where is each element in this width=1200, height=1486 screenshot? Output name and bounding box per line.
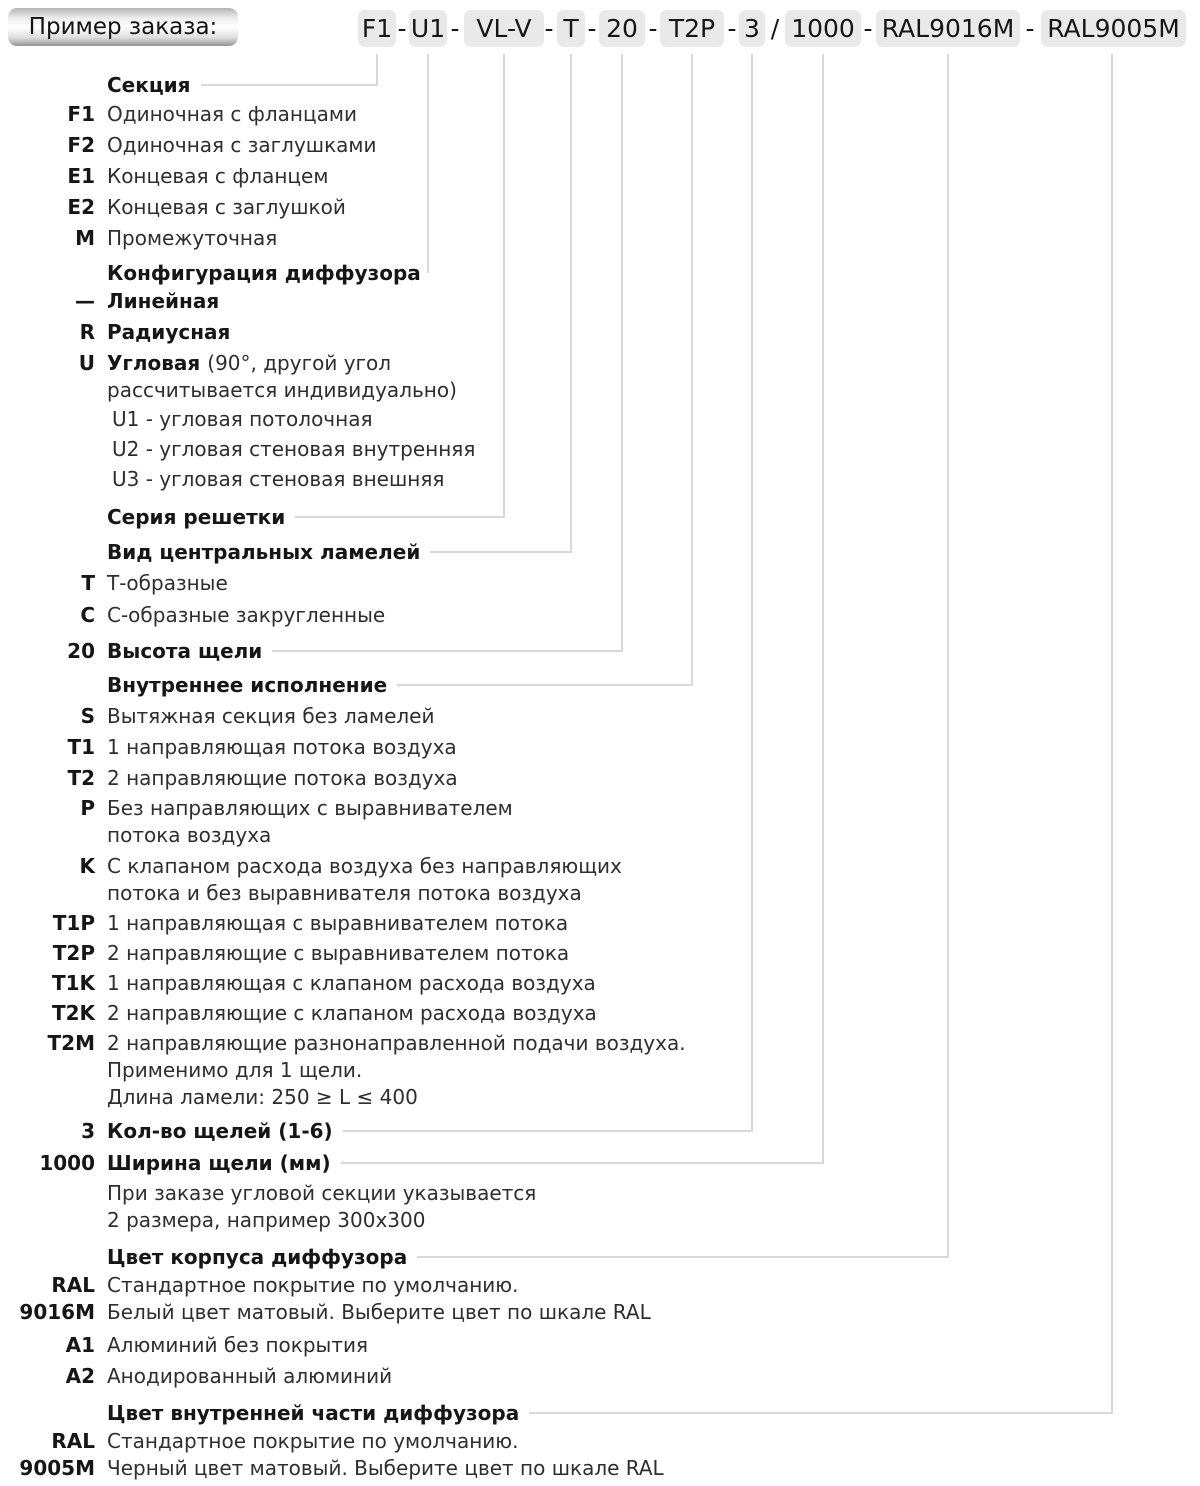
code-separator: - xyxy=(1025,14,1035,43)
item-code: M xyxy=(75,226,95,250)
item-code: A2 xyxy=(65,1364,95,1388)
code-segment-section: F1 xyxy=(358,10,396,47)
item-code-line1: RAL xyxy=(51,1273,95,1297)
item-code: A1 xyxy=(65,1333,95,1357)
connector-vline-inner-color xyxy=(1111,54,1113,1413)
legend-item-t2k xyxy=(0,1000,597,1027)
item-text: 2 направляющие с выравнивателем потока xyxy=(107,941,570,965)
section-title: Высота щели xyxy=(107,638,263,663)
item-code: F2 xyxy=(67,133,95,157)
item-text-line2: Белый цвет матовый. Выберите цвет по шкале RAL xyxy=(107,1300,651,1324)
item-text-line1: Стандартное покрытие по умолчанию. xyxy=(107,1273,519,1297)
section-header-inner-design xyxy=(0,671,693,698)
code-separator: - xyxy=(544,14,554,43)
item-text-line2: потока воздуха xyxy=(107,823,272,847)
item-text: Одиночная с заглушками xyxy=(107,133,377,157)
section-header-lamella-type xyxy=(0,538,572,565)
section-header-configuration xyxy=(0,259,429,286)
item-text: Вытяжная секция без ламелей xyxy=(107,704,435,728)
legend-subitem-u1: U1 - угловая потолочная xyxy=(112,407,373,431)
legend-item-t2p xyxy=(0,940,569,967)
item-code: T2K xyxy=(51,1001,95,1025)
item-text: Т-образные xyxy=(107,571,228,595)
item-text: Алюминий без покрытия xyxy=(107,1333,369,1357)
section-header-section xyxy=(0,71,378,98)
item-code: T xyxy=(81,571,95,595)
item-text: Концевая с заглушкой xyxy=(107,195,346,219)
item-code: F1 xyxy=(67,102,95,126)
code-segment-body-color: RAL9016M xyxy=(876,10,1020,47)
item-text: 1 направляющая с клапаном расхода воздуха xyxy=(107,971,596,995)
section-header-slot-width xyxy=(0,1149,824,1176)
legend-item-t2m xyxy=(0,1030,686,1111)
item-text-line1: Без направляющих с выравнивателем xyxy=(107,796,513,820)
code-segment-slot-height: 20 xyxy=(599,10,645,47)
item-text: Одиночная с фланцами xyxy=(107,102,357,126)
legend-item-t2 xyxy=(0,765,458,792)
section-title: Цвет корпуса диффузора xyxy=(107,1244,408,1269)
item-code: U xyxy=(78,351,95,375)
item-text: 1 направляющая потока воздуха xyxy=(107,735,457,759)
header-code: 3 xyxy=(81,1118,95,1143)
item-text: 2 направляющие с клапаном расхода воздуха xyxy=(107,1001,597,1025)
legend-item-t xyxy=(0,570,228,597)
legend-item-t1 xyxy=(0,734,457,761)
legend-item-e2 xyxy=(0,194,346,221)
connector-hline xyxy=(201,84,379,86)
code-separator: - xyxy=(450,14,460,43)
item-code: T2 xyxy=(67,766,95,790)
connector-vline-slot-height xyxy=(621,54,623,651)
item-text-line1: С клапаном расхода воздуха без направляющих xyxy=(107,854,622,878)
code-separator-slash: / xyxy=(770,14,780,43)
legend-item-corner xyxy=(0,350,457,404)
item-text xyxy=(107,1428,664,1482)
item-text: 2 направляющие потока воздуха xyxy=(107,766,458,790)
slot-width-note-line1: При заказе угловой секции указывается xyxy=(107,1181,537,1205)
item-text-line1: Стандартное покрытие по умолчанию. xyxy=(107,1429,519,1453)
item-text-bold: Угловая xyxy=(107,351,201,375)
item-code: E2 xyxy=(67,195,95,219)
legend-item-radius xyxy=(0,319,230,346)
item-code xyxy=(0,1272,95,1326)
code-segment-configuration: U1 xyxy=(409,10,447,47)
legend-subitem-u3: U3 - угловая стеновая внешняя xyxy=(112,467,445,491)
legend-item-t1p xyxy=(0,910,568,937)
connector-hline xyxy=(341,1162,824,1164)
section-title: Вид центральных ламелей xyxy=(107,539,421,564)
connector-vline-configuration xyxy=(427,54,429,273)
legend-item-p xyxy=(0,795,513,849)
legend-item-linear xyxy=(0,288,219,315)
item-code: T1K xyxy=(51,971,95,995)
item-code: E1 xyxy=(67,164,95,188)
item-text-rest: (90°, другой угол xyxy=(207,351,392,375)
item-text-line2: потока и без выравнивателя потока воздуха xyxy=(107,881,582,905)
connector-hline xyxy=(417,1256,949,1258)
item-code: K xyxy=(79,854,95,878)
item-text xyxy=(107,1030,686,1111)
code-segment-inner-color: RAL9005M xyxy=(1041,10,1186,47)
connector-hline xyxy=(529,1412,1113,1414)
item-code-line1: RAL xyxy=(51,1429,95,1453)
item-code: T1P xyxy=(52,911,95,935)
section-title: Внутреннее исполнение xyxy=(107,672,388,697)
section-header-body-color xyxy=(0,1243,949,1270)
section-header-slot-count xyxy=(0,1117,753,1144)
connector-vline-inner-design xyxy=(691,54,693,685)
code-segment-lamella-type: T xyxy=(557,10,585,47)
example-order-badge xyxy=(8,8,238,46)
item-code: C xyxy=(80,603,95,627)
item-text: Анодированный алюминий xyxy=(107,1364,393,1388)
item-code: P xyxy=(80,796,95,820)
code-separator: - xyxy=(863,14,873,43)
connector-hline xyxy=(272,650,623,652)
code-separator: - xyxy=(648,14,658,43)
item-text: Промежуточная xyxy=(107,226,278,250)
code-separator: - xyxy=(587,14,597,43)
legend-item-m xyxy=(0,225,277,252)
legend-item-a1 xyxy=(0,1332,368,1359)
item-code xyxy=(0,1428,95,1482)
code-segment-series: VL-V xyxy=(464,10,544,47)
legend-item-s xyxy=(0,703,434,730)
item-code: S xyxy=(80,704,95,728)
section-header-series xyxy=(0,503,505,530)
legend-item-k xyxy=(0,853,622,907)
header-code: 1000 xyxy=(39,1150,95,1175)
item-text: С-образные закругленные xyxy=(107,603,386,627)
item-code-line2: 9005M xyxy=(19,1456,95,1480)
item-code: T2P xyxy=(52,941,95,965)
section-title: Конфигурация диффузора xyxy=(107,260,421,285)
item-text-line2: Черный цвет матовый. Выберите цвет по шкале RAL xyxy=(107,1456,664,1480)
legend-subitem-u2: U2 - угловая стеновая внутренняя xyxy=(112,437,476,461)
connector-vline-slot-width xyxy=(822,54,824,1163)
example-order-label: Пример заказа: xyxy=(28,14,218,40)
item-code-line2: 9016M xyxy=(19,1300,95,1324)
code-segment-slot-width: 1000 xyxy=(785,10,861,47)
connector-hline xyxy=(343,1130,753,1132)
item-text xyxy=(107,853,622,907)
code-separator: - xyxy=(397,14,407,43)
item-text-line3: Длина ламели: 250 ≥ L ≤ 400 xyxy=(107,1085,418,1109)
legend-item-ral9016m xyxy=(0,1272,651,1326)
item-text: Радиусная xyxy=(107,320,231,344)
connector-hline xyxy=(430,551,572,553)
slot-width-note-line2: 2 размера, например 300x300 xyxy=(107,1208,426,1232)
legend-item-f1 xyxy=(0,101,357,128)
connector-vline-slot-count xyxy=(751,54,753,1131)
code-segment-slot-count: 3 xyxy=(739,10,765,47)
section-header-slot-height xyxy=(0,637,623,664)
section-title: Ширина щели (мм) xyxy=(107,1150,331,1175)
connector-vline-body-color xyxy=(947,54,949,1257)
item-text xyxy=(107,795,513,849)
legend-item-a2 xyxy=(0,1363,392,1390)
legend-item-e1 xyxy=(0,163,328,190)
code-separator: - xyxy=(727,14,737,43)
header-code: 20 xyxy=(67,638,95,663)
connector-vline-lamella-type xyxy=(570,54,572,552)
item-code: T2M xyxy=(47,1031,95,1055)
legend-item-ral9005m xyxy=(0,1428,664,1482)
item-code: R xyxy=(79,320,95,344)
item-text: Концевая с фланцем xyxy=(107,164,329,188)
item-code: T1 xyxy=(67,735,95,759)
connector-vline-series xyxy=(503,54,505,517)
item-text-line2: рассчитывается индивидуально) xyxy=(107,378,457,402)
section-title: Цвет внутренней части диффузора xyxy=(107,1400,520,1425)
item-text xyxy=(107,1272,651,1326)
item-text xyxy=(107,350,457,404)
section-title: Секция xyxy=(107,72,191,97)
legend-item-c xyxy=(0,602,385,629)
item-code: — xyxy=(75,289,95,313)
section-title: Серия решетки xyxy=(107,504,286,529)
legend-item-t1k xyxy=(0,970,596,997)
item-text: 1 направляющая с выравнивателем потока xyxy=(107,911,569,935)
legend-item-f2 xyxy=(0,132,377,159)
section-header-inner-color xyxy=(0,1399,1113,1426)
item-text-line1: 2 направляющие разнонаправленной подачи воздуха. xyxy=(107,1031,686,1055)
code-segment-inner-design: T2P xyxy=(660,10,724,47)
connector-hline xyxy=(295,516,505,518)
item-text: Линейная xyxy=(107,289,220,313)
item-text-line2: Применимо для 1 щели. xyxy=(107,1058,363,1082)
section-title: Кол-во щелей (1-6) xyxy=(107,1118,333,1143)
connector-hline xyxy=(397,684,693,686)
